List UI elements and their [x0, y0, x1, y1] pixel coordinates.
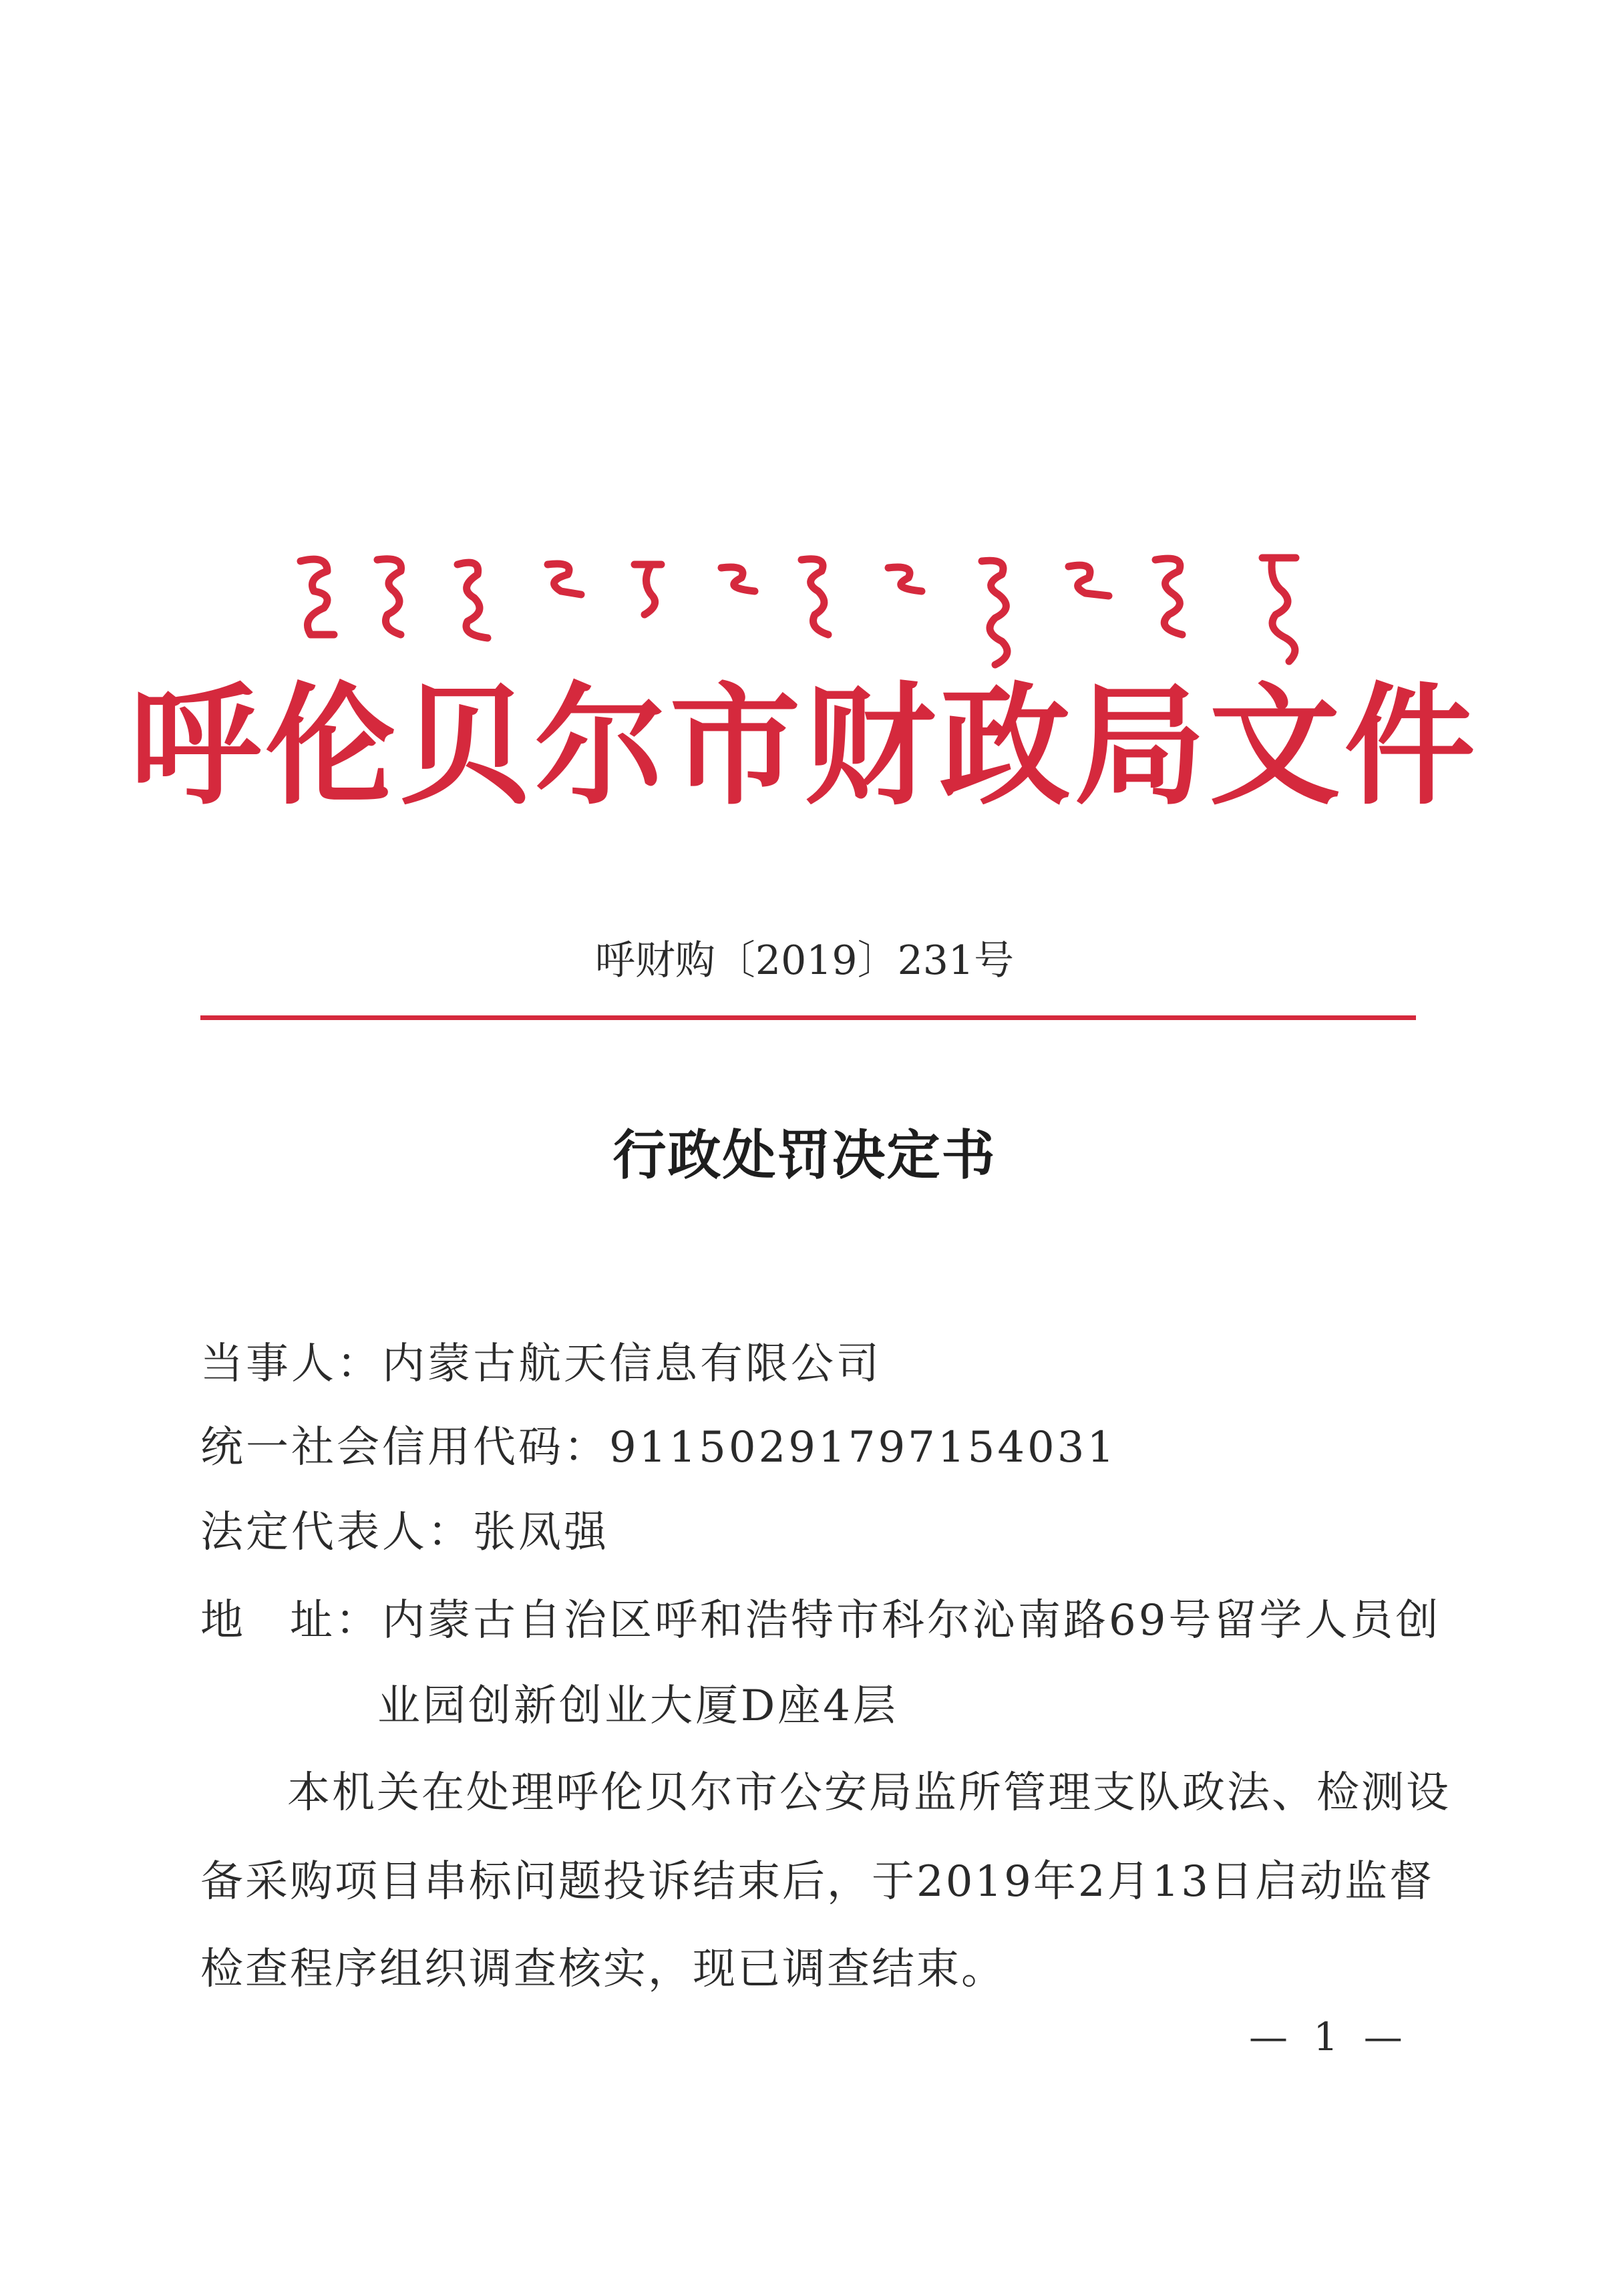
mongolian-script-heading — [287, 541, 1369, 681]
document-title: 行政处罚决定书 — [612, 1124, 997, 1186]
address-text-1: 内蒙古自治区呼和浩特市科尔沁南路69号留学人员创 — [382, 1596, 1441, 1645]
address-line-2: 业园创新创业大厦D座4层 — [377, 1681, 899, 1731]
body-paragraph-line-3: 检查程序组织调查核实，现已调查结束。 — [200, 1945, 1006, 1994]
red-divider-line — [200, 1015, 1416, 1020]
page-number: — 1 — — [1249, 2014, 1409, 2060]
body-paragraph-line-2: 备采购项目串标问题投诉结束后，于2019年2月13日启动监督 — [200, 1857, 1435, 1907]
address-label: 地 址： — [200, 1596, 381, 1645]
legal-representative-line: 法定代表人：张凤强 — [200, 1508, 609, 1557]
document-number: 呼财购〔2019〕231号 — [594, 937, 1015, 984]
body-paragraph-line-1: 本机关在处理呼伦贝尔市公安局监所管理支队政法、检测设 — [287, 1768, 1451, 1818]
party-line: 当事人：内蒙古航天信息有限公司 — [200, 1339, 882, 1389]
issuer-title: 呼伦贝尔市财政局文件 — [130, 671, 1479, 823]
credit-code-line: 统一社会信用代码：91150291797154031 — [200, 1423, 1117, 1472]
address-line-1 — [200, 1596, 1441, 1645]
